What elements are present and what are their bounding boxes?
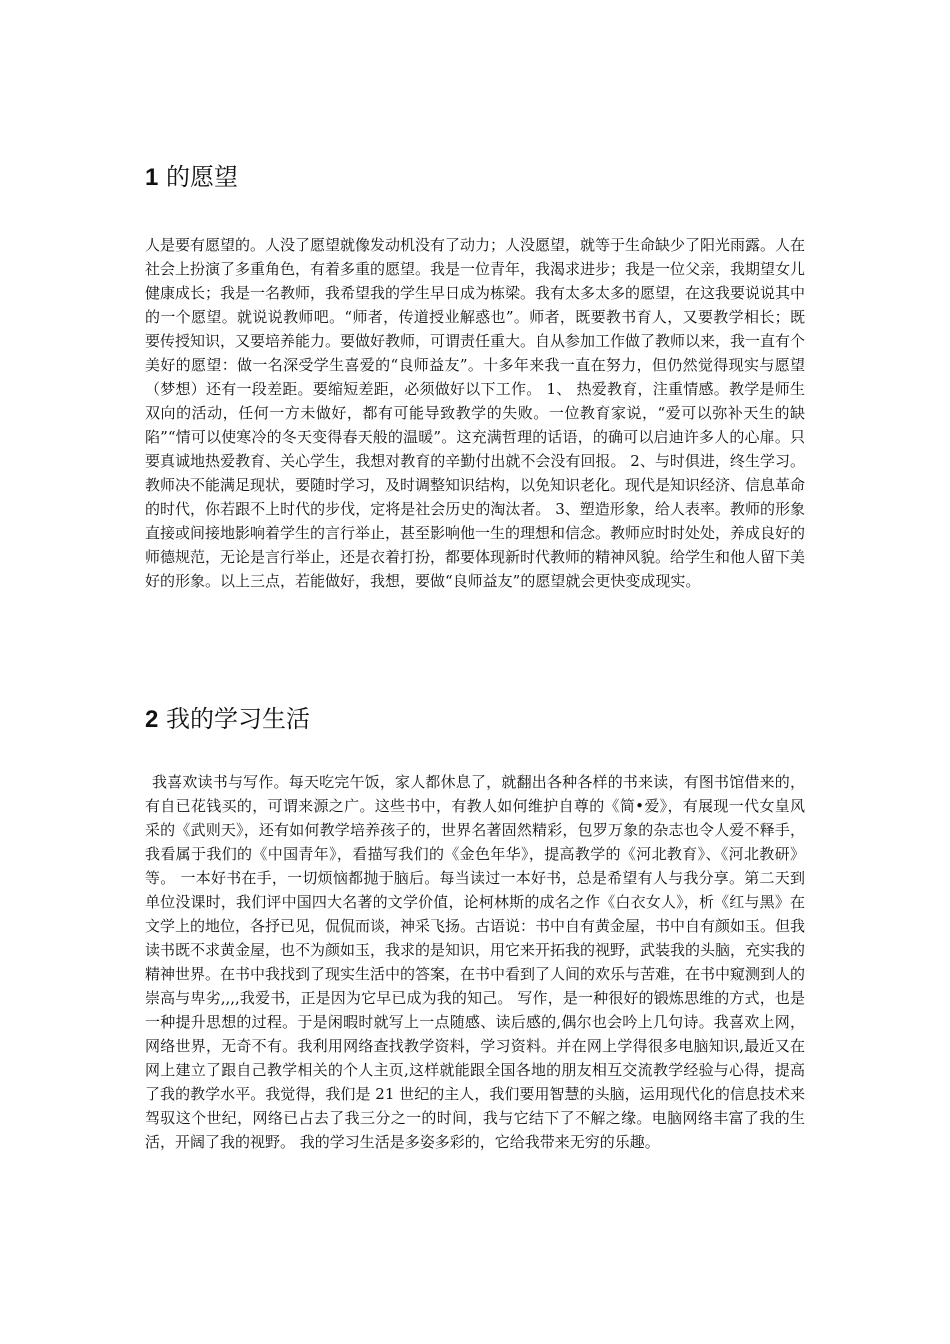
section-2-title: 我的学习生活 — [166, 705, 310, 733]
section-1-title: 的愿望 — [166, 163, 238, 191]
section-1-heading — [145, 162, 238, 193]
section-1-body: 人是要有愿望的。人没了愿望就像发动机没有了动力；人没愿望，就等于生命缺少了阳光雨露。人在社会上扮演了多重角色，有着多重的愿望。我是一位青年，我渴求进步；我是一位父亲，我期望女儿健康成长；我是一名教师，我希望我的学生早日成为栋梁。我有太多太多的愿望，在这我要说说其中的一个愿望。就说说教师吧。“师者，传道授业解惑也”。师者，既要教书育人，又要教学相长；既要传授知识，又要培养能力。要做好教师，可谓责任重大。自从参加工作做了教师以来，我一直有个美好的愿望：做一名深受学生喜爱的“良师益友”。十多年来我一直在努力，但仍然觉得现实与愿望（梦想）还有一段差距。要缩短差距，必须做好以下工作。 1、 热爱教育，注重情感。教学是师生双向的活动，任何一方未做好，都有可能导致教学的失败。一位教育家说，“爱可以弥补天生的缺陷”“情可以使寒冷的冬天变得春天般的温暖”。这充满哲理的话语，的确可以启迪许多人的心扉。只要真诚地热爱教育、关心学生，我想对教育的辛勤付出就不会没有回报。 2、与时俱进，终生学习。教师决不能满足现状，要随时学习，及时调整知识结构，以免知识老化。现代是知识经济、信息革命的时代，你若跟不上时代的步伐，定将是社会历史的淘汰者。 3、塑造形象，给人表率。教师的形象直接或间接地影响着学生的言行举止，甚至影响他一生的理想和信念。教师应时时处处，养成良好的师德规范，无论是言行举止，还是衣着打扮，都要体现新时代教师的精神风貌。给学生和他人留下美好的形象。以上三点，若能做好，我想，要做“良师益友”的愿望就会更快变成现实。 — [145, 236, 806, 590]
section-2-heading — [145, 704, 310, 735]
section-2-number: 2 — [145, 706, 159, 733]
section-2-body: 我喜欢读书与写作。每天吃完午饭，家人都休息了，就翻出各种各样的书来读，有图书馆借来的，有自已花钱买的，可谓来源之广。这些书中，有教人如何维护自尊的《简•爱》，有展现一代女皇风采的《武则天》，还有如何教学培养孩子的，世界名著固然精彩，包罗万象的杂志也令人爱不释手，我看属于我们的《中国青年》，看描写我们的《金色年华》，提高教学的《河北教育》、《河北教研》等。 一本好书在手，一切烦恼都抛于脑后。每当读过一本好书，总是希望有人与我分享。第二天到单位没课时，我们评中国四大名著的文学价值，论柯林斯的成名之作《白衣女人》，析《红与黑》在文学上的地位，各抒已见，侃侃而谈，神采飞扬。古语说：书中自有黄金屋，书中自有颜如玉。但我读书既不求黄金屋，也不为颜如玉，我求的是知识，用它来开拓我的视野，武装我的头脑，充实我的精神世界。在书中我找到了现实生活中的答案，在书中看到了人间的欢乐与苦难，在书中窥测到人的崇高与卑劣,,,,我爱书，正是因为它早已成为我的知己。 写作，是一种很好的锻炼思维的方式，也是一种提升思想的过程。于是闲暇时就写上一点随感、读后感的,偶尔也会吟上几句诗。我喜欢上网，网络世界，无奇不有。我利用网络查找教学资料，学习资料。并在网上学得很多电脑知识,最近又在网上建立了跟自己教学相关的个人主页,这样就能跟全国各地的朋友相互交流教学经验与心得，提高了我的教学水平。我觉得，我们是 21 世纪的主人，我们要用智慧的头脑，运用现代化的信息技术来驾驭这个世纪，网络已占去了我三分之一的时间，我与它结下了不解之缘。电脑网络丰富了我的生活，开阔了我的视野。 我的学习生活是多姿多彩的，它给我带来无穷的乐趣。 — [145, 773, 806, 1151]
section-1-number: 1 — [145, 164, 159, 191]
